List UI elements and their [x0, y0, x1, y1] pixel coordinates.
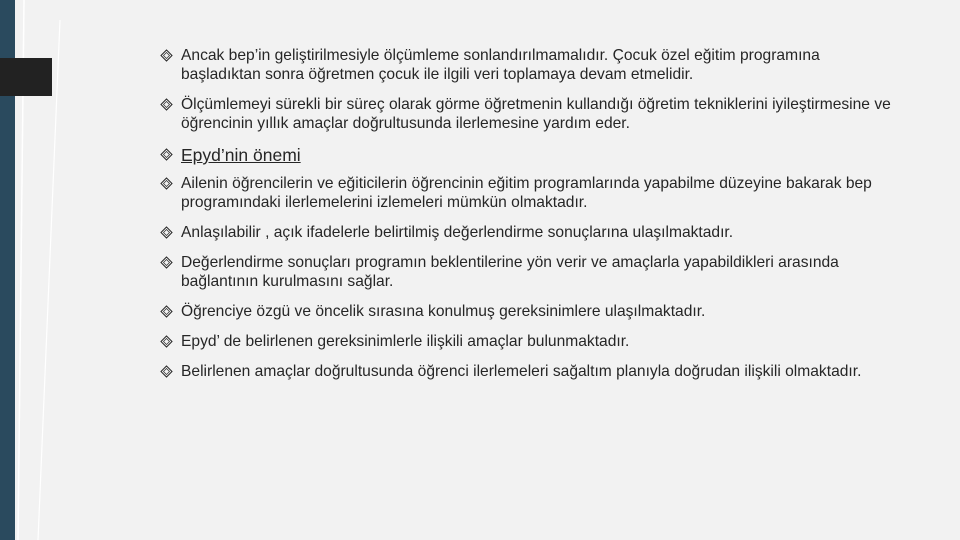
diamond-outline-icon	[160, 256, 173, 269]
bullet-text: Anlaşılabilir , açık ifadelerle belirtilmiş değerlendirme sonuçlarına ulaşılmaktadır.	[181, 224, 734, 241]
bullet-text: Değerlendirme sonuçları programın beklentilerine yön verir ve amaçlarla yapabildikleri arasında bağlantının kurulmasını sağlar.	[181, 254, 839, 290]
bullet-item	[160, 362, 900, 381]
bullet-text: Belirlenen amaçlar doğrultusunda öğrenci ilerlemeleri sağaltım planıyla doğrudan ilişkili olmaktadır.	[181, 363, 862, 380]
bullet-text: Öğrenciye özgü ve öncelik sırasına konulmuş gereksinimlere ulaşılmaktadır.	[181, 303, 706, 320]
bullet-item	[160, 174, 900, 212]
bullet-item	[160, 302, 900, 321]
bullet-item	[160, 95, 900, 133]
bullet-heading	[160, 144, 900, 166]
diamond-outline-icon	[160, 177, 173, 190]
diamond-outline-icon	[160, 305, 173, 318]
bullet-text: Epyd’ de belirlenen gereksinimlerle ilişkili amaçlar bulunmaktadır.	[181, 333, 630, 350]
diamond-outline-icon	[160, 148, 173, 161]
bullet-item	[160, 46, 900, 84]
bullet-item	[160, 253, 900, 291]
diamond-outline-icon	[160, 226, 173, 239]
bullet-item	[160, 332, 900, 351]
bullet-text: Ailenin öğrencilerin ve eğiticilerin öğrencinin eğitim programlarında yapabilme düzeyine bakarak bep programındaki ilerlemelerini izlemeleri mümkün olmaktadır.	[181, 175, 872, 211]
section-heading-text: Epyd’nin önemi	[181, 145, 301, 165]
diamond-outline-icon	[160, 365, 173, 378]
bullet-item	[160, 223, 900, 242]
diamond-outline-icon	[160, 49, 173, 62]
diamond-outline-icon	[160, 335, 173, 348]
bullet-list	[160, 46, 900, 392]
title-marker-tab	[0, 58, 52, 96]
bullet-text: Ölçümlemeyi sürekli bir süreç olarak görme öğretmenin kullandığı öğretim tekniklerini iyileştirmesine ve öğrencinin yıllık amaçlar doğrultusunda ilerlemesine yardım eder.	[181, 96, 891, 132]
diamond-outline-icon	[160, 98, 173, 111]
bullet-text: Ancak bep’in geliştirilmesiyle ölçümleme sonlandırılmamalıdır. Çocuk özel eğitim programına başladıktan sonra öğretmen çocuk ile ilgili veri toplamaya devam etmelidir.	[181, 47, 820, 83]
